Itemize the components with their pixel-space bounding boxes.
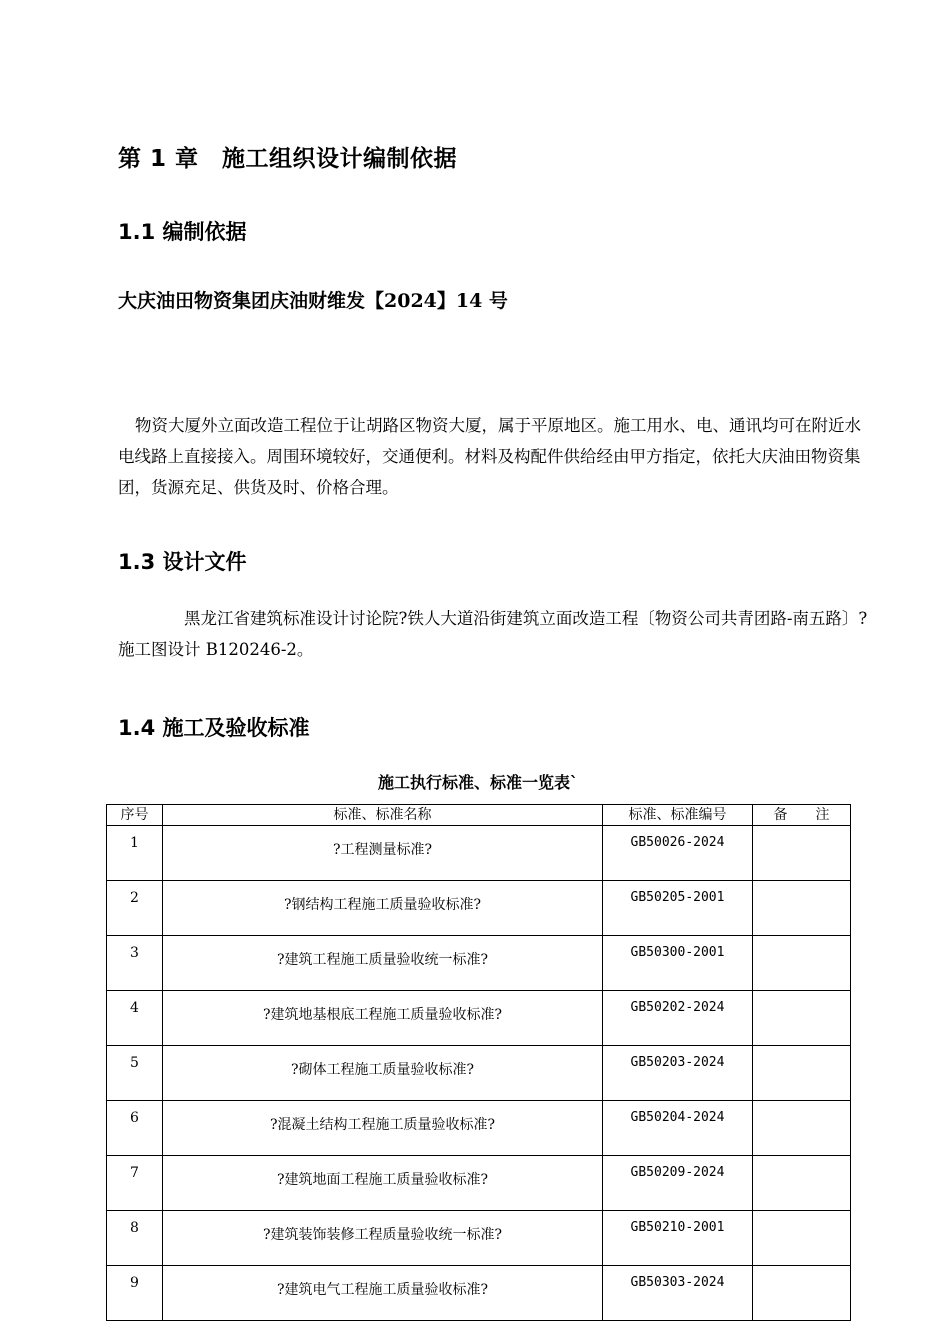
row-standard-code: GB50210-2001 <box>603 1211 753 1266</box>
row-index: 4 <box>107 991 163 1046</box>
table-row <box>107 1266 851 1321</box>
header-standard-name: 标准、标准名称 <box>163 805 603 826</box>
row-standard-code: GB50202-2024 <box>603 991 753 1046</box>
row-index: 2 <box>107 881 163 936</box>
chapter-title: 第 1 章 施工组织设计编制依据 <box>118 146 458 172</box>
standards-table-title: 施工执行标准、标准一览表` <box>377 773 578 792</box>
row-remarks <box>753 1211 851 1266</box>
row-index: 6 <box>107 1101 163 1156</box>
row-index: 1 <box>107 826 163 881</box>
row-remarks <box>753 1156 851 1211</box>
row-standard-name: ?钢结构工程施工质量验收标准? <box>163 881 603 936</box>
row-standard-name: ?工程测量标准? <box>163 826 603 881</box>
row-standard-name: ?建筑地基根底工程施工质量验收标准? <box>163 991 603 1046</box>
table-row <box>107 991 851 1046</box>
basis-document-number: 大庆油田物资集团庆油财维发【2024】14 号 <box>118 290 508 312</box>
table-row <box>107 1156 851 1211</box>
row-remarks <box>753 1101 851 1156</box>
table-row <box>107 1211 851 1266</box>
table-row <box>107 881 851 936</box>
row-index: 9 <box>107 1266 163 1321</box>
table-row <box>107 936 851 991</box>
row-remarks <box>753 991 851 1046</box>
table-row <box>107 1046 851 1101</box>
section-heading-1-3: 1.3 设计文件 <box>118 550 247 574</box>
row-standard-name: ?混凝土结构工程施工质量验收标准? <box>163 1101 603 1156</box>
table-row <box>107 826 851 881</box>
row-remarks <box>753 936 851 991</box>
row-standard-code: GB50303-2024 <box>603 1266 753 1321</box>
row-index: 3 <box>107 936 163 991</box>
row-remarks <box>753 881 851 936</box>
intro-paragraph: 物资大厦外立面改造工程位于让胡路区物资大厦，属于平原地区。施工用水、电、通讯均可在附近水电线路上直接接入。周围环境较好，交通便利。材料及构配件供给经由甲方指定，依托大庆油田物资集团，货源充足、供货及时、价格合理。 <box>118 416 861 497</box>
row-standard-name: ?建筑电气工程施工质量验收标准? <box>163 1266 603 1321</box>
row-remarks <box>753 826 851 881</box>
row-standard-name: ?建筑工程施工质量验收统一标准? <box>163 936 603 991</box>
row-standard-name: ?建筑地面工程施工质量验收标准? <box>163 1156 603 1211</box>
row-remarks <box>753 1266 851 1321</box>
header-remarks: 备 注 <box>753 805 851 826</box>
design-file-paragraph: 黑龙江省建筑标准设计讨论院?铁人大道沿街建筑立面改造工程〔物资公司共青团路-南五路〕?施工图设计 B120246-2。 <box>118 609 868 659</box>
row-standard-code: GB50205-2001 <box>603 881 753 936</box>
row-standard-code: GB50026-2024 <box>603 826 753 881</box>
row-standard-name: ?砌体工程施工质量验收标准? <box>163 1046 603 1101</box>
row-standard-name: ?建筑装饰装修工程质量验收统一标准? <box>163 1211 603 1266</box>
row-standard-code: GB50204-2024 <box>603 1101 753 1156</box>
table-header-row <box>107 805 851 826</box>
header-index: 序号 <box>107 805 163 826</box>
row-index: 7 <box>107 1156 163 1211</box>
row-remarks <box>753 1046 851 1101</box>
row-standard-code: GB50300-2001 <box>603 936 753 991</box>
section-heading-1-1: 1.1 编制依据 <box>118 220 247 244</box>
row-index: 8 <box>107 1211 163 1266</box>
header-standard-code: 标准、标准编号 <box>603 805 753 826</box>
row-standard-code: GB50209-2024 <box>603 1156 753 1211</box>
row-index: 5 <box>107 1046 163 1101</box>
standards-table <box>106 804 851 1321</box>
table-row <box>107 1101 851 1156</box>
section-heading-1-4: 1.4 施工及验收标准 <box>118 716 310 740</box>
row-standard-code: GB50203-2024 <box>603 1046 753 1101</box>
